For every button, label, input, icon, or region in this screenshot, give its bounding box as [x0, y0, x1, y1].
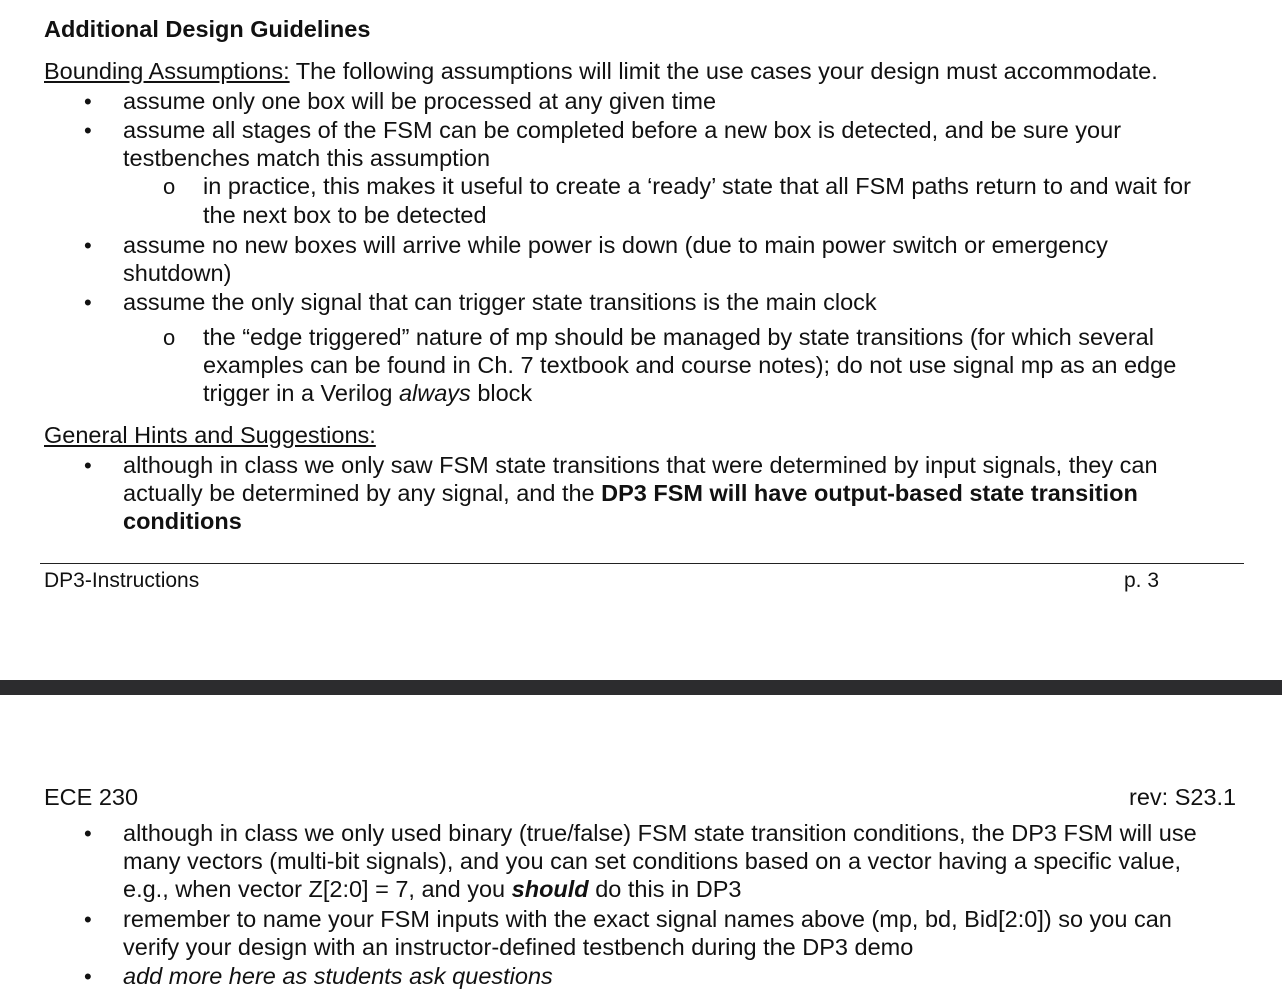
bounding-assumptions-label: Bounding Assumptions:: [44, 58, 290, 84]
sub-list-item-continuation: [203, 379, 532, 407]
sub-list-item-continuation: examples can be found in Ch. 7 textbook and course notes); do not use signal mp as an edge: [203, 352, 1177, 378]
bullet-icon: •: [84, 118, 92, 143]
sub-list-item: in practice, this makes it useful to create a ‘ready’ state that all FSM paths return to and wait for: [203, 173, 1191, 199]
text-run: trigger in a Verilog: [203, 380, 399, 406]
list-item: remember to name your FSM inputs with the exact signal names above (mp, bd, Bid[2:0]) so you can: [123, 906, 1172, 932]
list-item-continuation: testbenches match this assumption: [123, 145, 491, 171]
text-run: actually be determined by any signal, and the: [123, 480, 602, 506]
list-item: although in class we only saw FSM state transitions that were determined by input signals, they can: [123, 452, 1158, 478]
italic-text-run: always: [398, 380, 471, 406]
bullet-icon: •: [84, 964, 92, 989]
bullet-icon: •: [84, 907, 92, 932]
list-item-continuation: verify your design with an instructor-defined testbench during the DP3 demo: [123, 934, 914, 960]
text-run: block: [470, 380, 533, 406]
text-run: e.g., when vector Z[2:0] = 7, and you: [123, 876, 512, 902]
bold-text-run: DP3 FSM will have output-based state transition: [601, 480, 1138, 506]
footer-page-number: p. 3: [1124, 569, 1160, 592]
bullet-icon: •: [84, 89, 92, 114]
list-item-continuation: [123, 479, 1138, 507]
general-hints-label: General Hints and Suggestions:: [44, 422, 376, 448]
footer-left: DP3-Instructions: [44, 569, 200, 592]
list-item: assume only one box will be processed at any given time: [123, 88, 717, 114]
sub-list-item: the “edge triggered” nature of mp should be managed by state transitions (for which several: [203, 324, 1154, 350]
list-item-continuation: [123, 875, 742, 903]
list-item: assume no new boxes will arrive while power is down (due to main power switch or emergency: [123, 232, 1108, 258]
bullet-icon: •: [84, 290, 92, 315]
bullet-icon: •: [84, 233, 92, 258]
text-run: do this in DP3: [588, 876, 742, 902]
header-course: ECE 230: [44, 784, 139, 810]
list-item: assume the only signal that can trigger state transitions is the main clock: [123, 289, 877, 315]
header-revision: rev: S23.1: [1129, 784, 1237, 810]
sub-list-item-continuation: the next box to be detected: [203, 202, 487, 228]
sub-bullet-icon: o: [163, 325, 176, 350]
bullet-icon: •: [84, 821, 92, 846]
bounding-assumptions-intro: [44, 57, 1158, 85]
bounding-assumptions-text: The following assumptions will limit the use cases your design must accommodate.: [289, 58, 1158, 84]
list-item-continuation: shutdown): [123, 260, 232, 286]
sub-bullet-icon: o: [163, 174, 176, 199]
list-item: assume all stages of the FSM can be completed before a new box is detected, and be sure your: [123, 117, 1122, 143]
bullet-icon: •: [84, 453, 92, 478]
list-item: although in class we only used binary (true/false) FSM state transition conditions, the DP3 FSM will use: [123, 820, 1197, 846]
list-item: add more here as students ask questions: [123, 963, 553, 989]
footer-rule: [40, 563, 1244, 564]
bold-italic-text-run: should: [511, 876, 589, 902]
list-item-continuation: many vectors (multi-bit signals), and you can set conditions based on a vector having a specific value,: [123, 848, 1182, 874]
page-separator: [0, 680, 1282, 695]
section-heading: Additional Design Guidelines: [44, 16, 371, 42]
list-item-continuation: conditions: [123, 508, 242, 534]
